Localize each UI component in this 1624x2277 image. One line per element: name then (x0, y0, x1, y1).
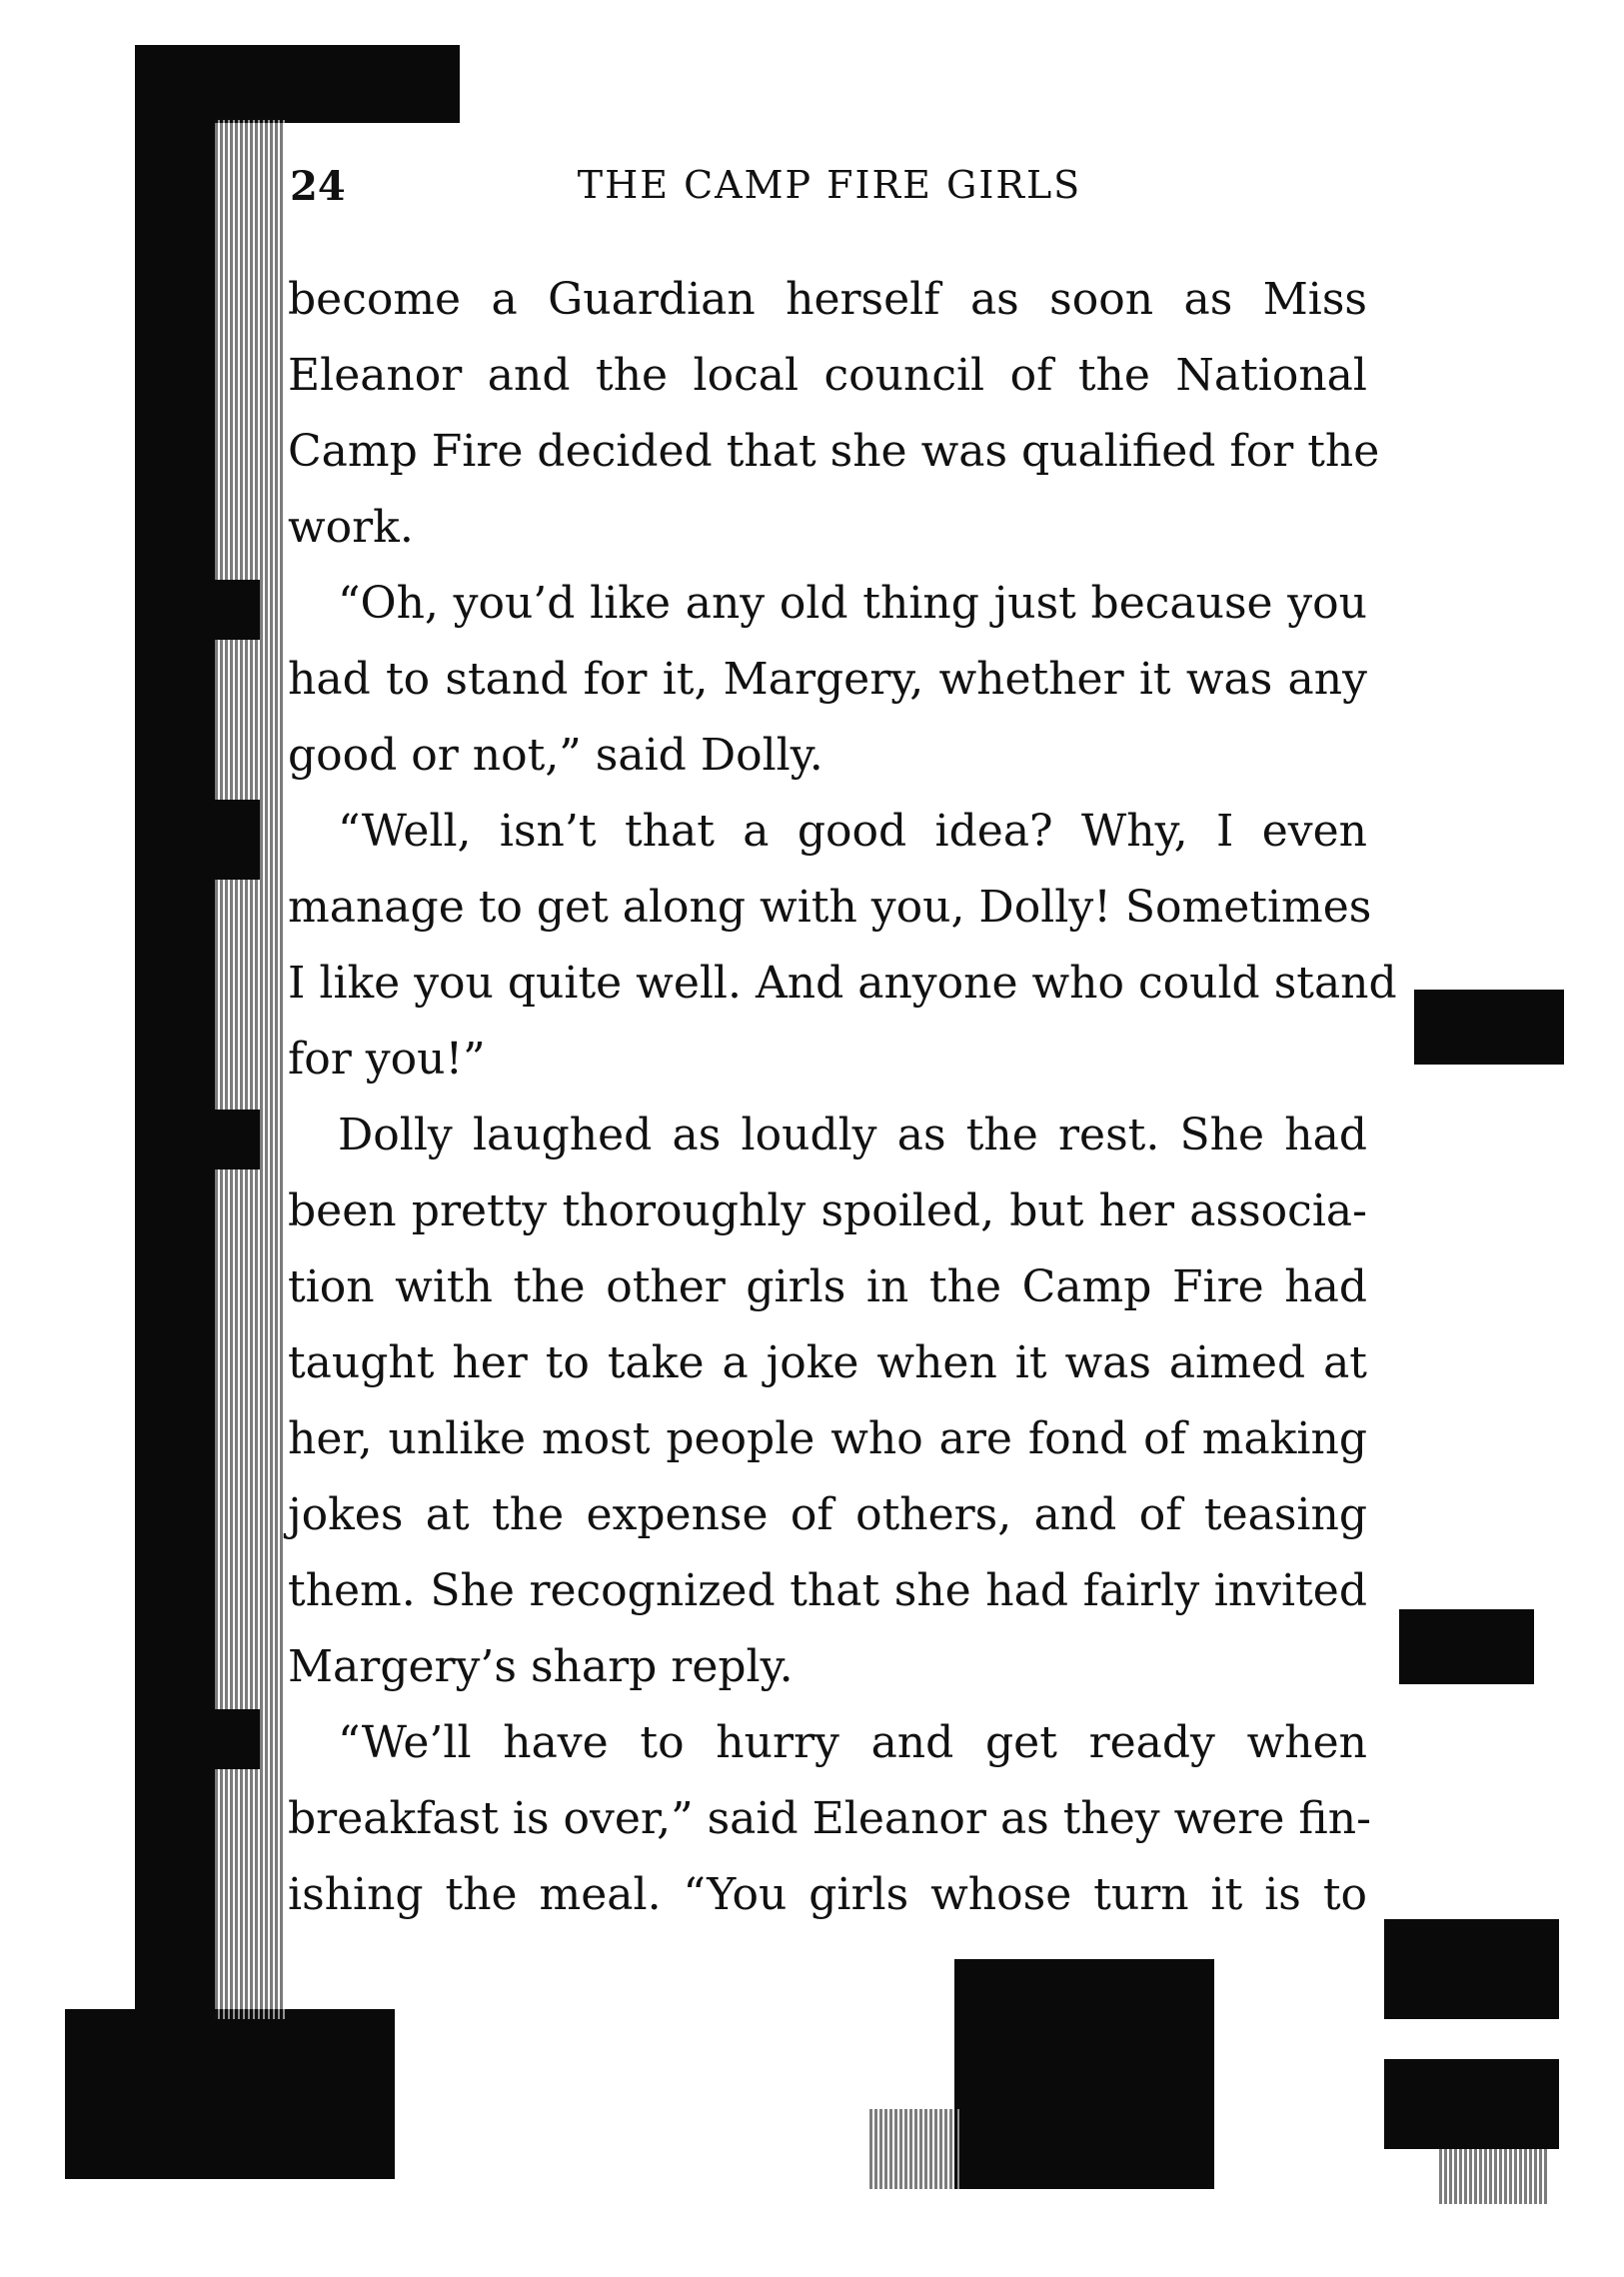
scan-right-block-2 (1399, 1609, 1534, 1684)
text-line: “We’ll have to hurry and get ready when (338, 1717, 1367, 1768)
scan-left-tab-4 (215, 1709, 260, 1769)
text-line: Eleanor and the local council of the National (288, 350, 1367, 401)
running-head (290, 163, 1369, 223)
page-number: 24 (290, 163, 346, 210)
scan-right-bottom-grain (1439, 2149, 1549, 2204)
paragraph (288, 566, 1367, 794)
text-line: good or not,” said Dolly. (288, 730, 823, 781)
text-line: I like you quite well. And anyone who could stand (288, 958, 1397, 1009)
text-line: them. She recognized that she had fairly invited (288, 1565, 1367, 1616)
scan-left-margin (135, 45, 215, 2174)
text-line: manage to get along with you, Dolly! Sometimes (288, 882, 1372, 933)
paragraph (288, 262, 1380, 566)
paragraph (288, 794, 1397, 1098)
text-line: tion with the other girls in the Camp Fire had (288, 1261, 1367, 1312)
text-line: her, unlike most people who are fond of making (288, 1413, 1367, 1464)
text-line: had to stand for it, Margery, whether it was any (288, 654, 1367, 705)
text-line: been pretty thoroughly spoiled, but her associa- (288, 1185, 1367, 1236)
text-line: become a Guardian herself as soon as Miss (288, 274, 1367, 325)
scan-left-tab-2 (215, 800, 260, 880)
scan-bottom-center-block (954, 1959, 1214, 2189)
text-line: Camp Fire decided that she was qualified for the (288, 426, 1380, 477)
text-line: “Oh, you’d like any old thing just because you (338, 578, 1367, 629)
paragraph (288, 1705, 1371, 1933)
body-text (288, 262, 1397, 1933)
scan-right-block-3 (1384, 1919, 1559, 2019)
scan-left-tab-1 (215, 580, 260, 640)
scan-bottom-center-grain (869, 2109, 959, 2189)
text-line: for you!” (288, 1034, 486, 1085)
text-line: jokes at the expense of others, and of teasing (288, 1489, 1367, 1540)
scan-top-block (200, 45, 460, 123)
text-line: Dolly laughed as loudly as the rest. She had (338, 1110, 1367, 1160)
text-line: Margery’s sharp reply. (288, 1641, 794, 1692)
scan-left-bottom-block (65, 2009, 395, 2179)
text-line: “Well, isn’t that a good idea? Why, I even (338, 806, 1367, 857)
running-title: THE CAMP FIRE GIRLS (577, 163, 1082, 207)
text-line: ishing the meal. “You girls whose turn it is to (288, 1869, 1367, 1920)
text-line: work. (288, 502, 414, 553)
scan-left-tab-3 (215, 1110, 260, 1169)
scan-right-block-1 (1414, 990, 1564, 1065)
scan-right-block-4 (1384, 2059, 1559, 2149)
text-line: taught her to take a joke when it was aimed at (288, 1337, 1367, 1388)
paragraph (288, 1098, 1367, 1705)
text-line: breakfast is over,” said Eleanor as they were fin- (288, 1793, 1371, 1844)
